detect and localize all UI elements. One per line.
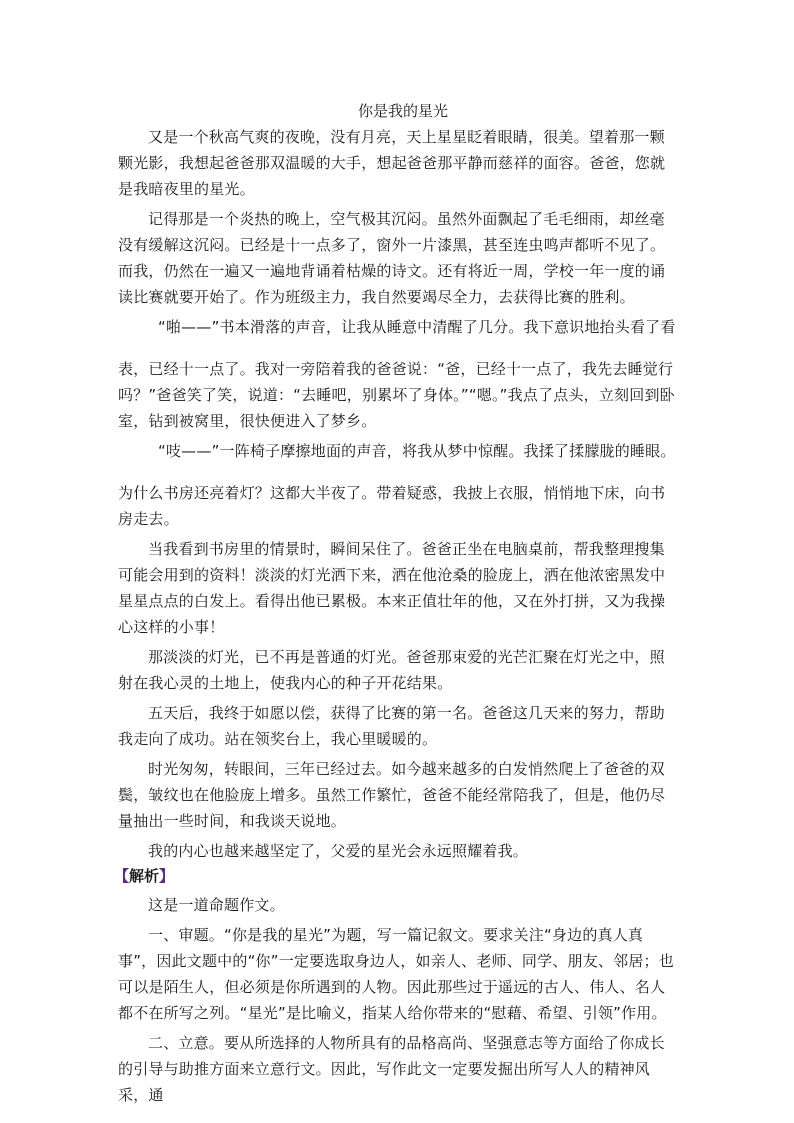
analysis-paragraph-1: 这是一道命题作文。 — [148, 896, 285, 914]
analysis-bracket-open: 【 — [114, 867, 130, 885]
essay-paragraph-2: 记得那是一个炎热的晚上，空气极其沉闷。虽然外面飘起了毛毛细雨，却丝毫没有缓解这沉闷。已经是十一点多了，窗外一片漆黑，甚至连虫鸣声都听不见了。而我，仍然在一遍又一遍地背诵着枯燥的诗文。还有将近一周，学校一年一度的诵读比赛就要开始了。作为班级主力，我自然要竭尽全力，去获得比赛的胜利。 — [118, 210, 666, 306]
essay-paragraph-8: 时光匆匆，转眼间，三年已经过去。如今越来越多的白发悄然爬上了爸爸的双鬓，皱纹也在他脸庞上增多。虽然工作繁忙，爸爸不能经常陪我了，但是，他仍尽量抽出一些时间，和我谈天说地。 — [118, 760, 666, 830]
essay-paragraph-1: 又是一个秋高气爽的夜晚，没有月亮，天上星星眨着眼睛，很美。望着那一颗颗光影，我想起爸爸那双温暖的大手，想起爸爸那平静而慈祥的面容。爸爸，您就是我暗夜里的星光。 — [118, 128, 666, 198]
essay-title: 你是我的星光 — [357, 102, 448, 120]
essay-paragraph-6: 那淡淡的灯光，已不再是普通的灯光。爸爸那束爱的光芒汇聚在灯光之中，照射在我心灵的土地上，使我内心的种子开花结果。 — [118, 648, 665, 692]
document-page — [114, 98, 678, 1108]
essay-paragraph-4-start: “吱——”一阵椅子摩擦地面的声音，将我从梦中惊醒。我揉了揉朦胧的睡眼。 — [158, 442, 676, 460]
analysis-heading-text: 解析 — [129, 867, 160, 885]
analysis-paragraph-3: 二、立意。要从所选择的人物所具有的品格高尚、坚强意志等方面给了你成长的引导与助推方面来立意行文。因此，写作此文一定要发掘出所写人人的精神风采，通 — [118, 1034, 665, 1104]
analysis-heading — [114, 864, 678, 888]
essay-paragraph-7: 五天后，我终于如愿以偿，获得了比赛的第一名。爸爸这几天来的努力，帮助我走向了成功。站在领奖台上，我心里暖暖的。 — [118, 704, 665, 748]
essay-paragraph-3-start: “啪——”书本滑落的声音，让我从睡意中清醒了几分。我下意识地抬头看了看 — [158, 318, 676, 336]
essay-paragraph-4-cont: 为什么书房还亮着灯？这都大半夜了。带着疑惑，我披上衣服，悄悄地下床，向书房走去。 — [118, 484, 666, 528]
analysis-bracket-close: 】 — [159, 867, 175, 885]
essay-paragraph-9: 我的内心也越来越坚定了，父爱的星光会永远照耀着我。 — [148, 842, 529, 860]
analysis-paragraph-2: 一、审题。“你是我的星光”为题，写一篇记叙文。要求关注“身边的真人真事”，因此文题中的“你”一定要选取身边人，如亲人、老师、同学、朋友、邻居；也可以是陌生人，但必须是你所遇到的人物。因此那些过于遥远的古人、伟人、名人都不在所写之列。“星光”是比喻义，指某人给你带来的“慰藉、希望、引领”作用。 — [118, 926, 674, 1022]
essay-paragraph-5: 当我看到书房里的情景时，瞬间呆住了。爸爸正坐在电脑桌前，帮我整理搜集可能会用到的资料！淡淡的灯光洒下来，洒在他沧桑的脸庞上，洒在他浓密黑发中星星点点的白发上。看得出他已累极。本来正值壮年的他，又在外打拼，又为我操心这样的小事！ — [118, 540, 666, 636]
essay-paragraph-3-cont: 表，已经十一点了。我对一旁陪着我的爸爸说：“爸，已经十一点了，我先去睡觉行吗？”爸爸笑了笑，说道：“去睡吧，别累坏了身体。”“嗯。”我点了点头，立刻回到卧室，钻到被窝里，很快便进入了梦乡。 — [118, 360, 675, 430]
